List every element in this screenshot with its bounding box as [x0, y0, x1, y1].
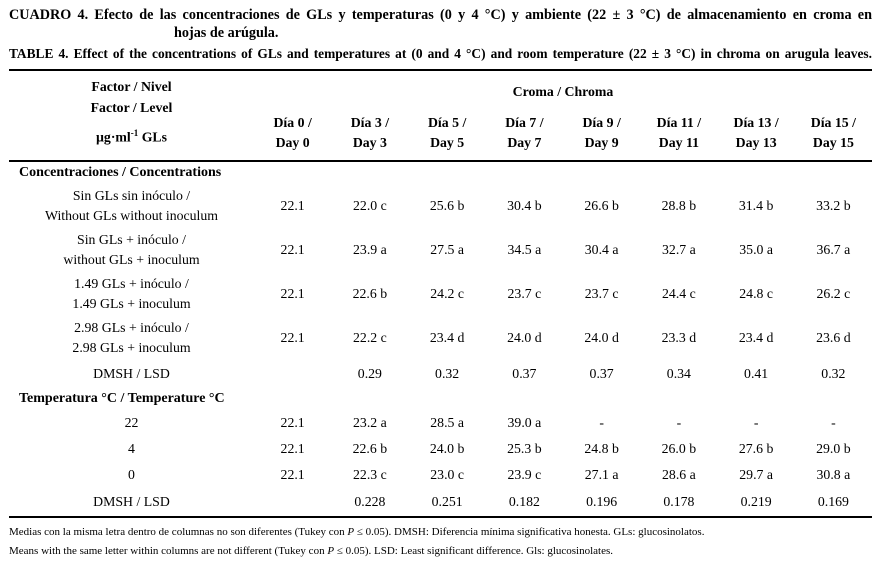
table-row-dmsh	[9, 360, 872, 388]
data-cell: 24.4 c	[662, 286, 696, 301]
data-cell: 24.0 d	[507, 330, 542, 345]
data-cell: 31.4 b	[738, 198, 774, 213]
row-label: 4	[128, 441, 135, 456]
data-cell: 22.1	[280, 198, 305, 213]
data-cell: -	[831, 415, 836, 430]
data-cell: 22.1	[280, 330, 305, 345]
data-cell: 22.1	[280, 415, 305, 430]
row-label-es: 2.98 GLs + inóculo /	[74, 320, 189, 335]
row-label-en: 1.49 GLs + inoculum	[72, 296, 191, 311]
unit-post: GLs	[138, 129, 168, 145]
row-label: DMSH / LSD	[93, 494, 170, 509]
day-header-es: Día 9 /	[582, 115, 621, 130]
data-cell: 26.0 b	[661, 441, 697, 456]
data-cell: 0.251	[431, 494, 463, 509]
data-cell: 22.6 b	[352, 286, 388, 301]
data-table	[9, 69, 872, 518]
footnote-en-text2: ≤ 0.05). LSD: Least significant difference. Gls: glucosinolates.	[334, 545, 613, 557]
data-cell: 24.0 d	[584, 330, 619, 345]
data-cell: 23.4 d	[429, 330, 465, 345]
data-cell: 0.34	[666, 366, 691, 381]
data-cell: 30.4 b	[507, 198, 542, 213]
data-cell: 23.6 d	[816, 330, 851, 345]
day-header-en: Day 11	[658, 135, 699, 150]
footnote-es-text: Medias con la misma letra dentro de columnas no son diferentes (Tukey con	[9, 526, 348, 538]
row-label	[9, 316, 254, 360]
data-cell: 0.169	[817, 494, 849, 509]
data-cell: 26.2 c	[816, 286, 851, 301]
day-header-es: Día 7 /	[505, 115, 544, 130]
data-cell: 23.9 c	[507, 467, 542, 482]
factor-label-en: Factor / Level	[90, 100, 173, 115]
day-header-0	[254, 113, 331, 161]
day-header-5	[640, 113, 717, 161]
data-cell: 28.6 a	[662, 467, 696, 482]
data-cell: 0.219	[740, 494, 772, 509]
table-header	[9, 70, 872, 161]
data-cell: 29.0 b	[816, 441, 851, 456]
data-cell: 23.7 c	[584, 286, 619, 301]
row-label: 0	[128, 467, 135, 482]
data-cell: 23.2 a	[353, 415, 387, 430]
day-header-es: Día 11 /	[656, 115, 702, 130]
section-heading-concentrations	[9, 161, 872, 184]
footnote-es-text2: ≤ 0.05). DMSH: Diferencia mínima significativa honesta. GLs: glucosinolatos.	[354, 526, 705, 538]
day-header-en: Day 3	[352, 135, 387, 150]
footnote-es-p: P	[347, 526, 355, 538]
table-title-es-line2: hojas de arúgula.	[174, 24, 279, 41]
data-cell: 0.32	[435, 366, 460, 381]
day-header-en: Day 15	[812, 135, 854, 150]
table-title-es-line1: CUADRO 4. Efecto de las concentraciones de GLs y temperaturas (0 y 4 °C) y ambiente (22 ± 3 °C) de almacenamiento en croma en	[9, 7, 872, 23]
data-cell: 22.2 c	[353, 330, 387, 345]
day-header-en: Day 9	[584, 135, 619, 150]
data-cell: 36.7 a	[816, 242, 851, 257]
data-cell: 27.6 b	[738, 441, 774, 456]
data-cell: 0.182	[508, 494, 540, 509]
table-row	[9, 436, 872, 462]
data-cell: 23.3 d	[661, 330, 697, 345]
data-cell: 0.41	[744, 366, 769, 381]
data-cell: 25.6 b	[429, 198, 465, 213]
day-header-2	[409, 113, 486, 161]
data-cell: 0.178	[663, 494, 695, 509]
data-cell: 28.5 a	[430, 415, 464, 430]
table-row	[9, 228, 872, 272]
table-row	[9, 410, 872, 436]
day-header-es: Día 13 /	[733, 115, 779, 130]
day-header-en: Day 13	[735, 135, 777, 150]
day-header-es: Día 15 /	[810, 115, 856, 130]
day-header-4	[563, 113, 640, 161]
day-header-es: Día 0 /	[273, 115, 312, 130]
croma-group-header: Croma / Chroma	[512, 84, 614, 99]
unit-pre: µg·ml	[95, 129, 131, 145]
footnote-es	[9, 523, 872, 542]
data-cell: 22.0 c	[353, 198, 387, 213]
data-cell: 23.4 d	[738, 330, 774, 345]
data-cell: 28.8 b	[661, 198, 697, 213]
table-row	[9, 184, 872, 228]
data-cell: 0.37	[589, 366, 614, 381]
footnote-en-text: Means with the same letter within columns are not different (Tukey con	[9, 545, 328, 557]
section-heading-label: Concentraciones / Concentrations	[19, 165, 222, 180]
data-cell: -	[753, 415, 759, 430]
row-label	[9, 272, 254, 316]
data-cell: 27.5 a	[430, 242, 464, 257]
data-cell: -	[676, 415, 682, 430]
data-cell: 0.29	[357, 366, 382, 381]
table-row	[9, 272, 872, 316]
data-cell: 0.37	[512, 366, 537, 381]
day-header-es: Día 3 /	[350, 115, 390, 130]
table-row-dmsh	[9, 488, 872, 517]
day-header-en: Day 5	[430, 135, 465, 150]
data-cell: 24.2 c	[430, 286, 464, 301]
data-cell: 22.1	[280, 441, 305, 456]
data-cell: 33.2 b	[816, 198, 851, 213]
table-title-es	[9, 7, 872, 42]
data-cell: 27.1 a	[584, 467, 619, 482]
data-cell: 24.8 b	[584, 441, 619, 456]
data-cell: 26.6 b	[584, 198, 619, 213]
row-label-en: without GLs + inoculum	[63, 252, 200, 267]
data-cell: 22.1	[280, 242, 305, 257]
day-header-6	[718, 113, 795, 161]
data-cell: 32.7 a	[662, 242, 696, 257]
footnote-en	[9, 542, 872, 561]
data-cell: 24.0 b	[429, 441, 465, 456]
data-cell: 29.7 a	[739, 467, 773, 482]
table-row	[9, 462, 872, 488]
unit-sup: -1	[130, 128, 139, 138]
data-cell: 23.9 a	[353, 242, 387, 257]
day-header-es: Día 5 /	[427, 115, 467, 130]
row-label-en: 2.98 GLs + inoculum	[72, 340, 191, 355]
data-cell	[254, 360, 331, 388]
data-cell: 25.3 b	[507, 441, 542, 456]
table-row	[9, 316, 872, 360]
footnote-en-p: P	[327, 545, 335, 557]
data-cell: 0.196	[586, 494, 618, 509]
data-cell: 30.4 a	[584, 242, 619, 257]
data-cell: 22.3 c	[353, 467, 387, 482]
data-cell: 30.8 a	[816, 467, 851, 482]
data-cell: 24.8 c	[739, 286, 773, 301]
day-header-3	[486, 113, 563, 161]
factor-label-es: Factor / Nivel	[91, 79, 172, 94]
day-header-7	[795, 113, 872, 161]
day-header-en: Day 7	[507, 135, 542, 150]
row-label-es: 1.49 GLs + inóculo /	[74, 276, 189, 291]
data-cell: 34.5 a	[507, 242, 542, 257]
table-title-en: TABLE 4. Effect of the concentrations of GLs and temperatures at (0 and 4 °C) and room temperature (22 ± 3 °C) in chroma on arugula leaves.	[9, 46, 872, 61]
data-cell: 0.228	[354, 494, 386, 509]
data-cell: -	[599, 415, 604, 430]
row-label: 22	[124, 415, 139, 430]
data-cell: 35.0 a	[739, 242, 773, 257]
row-label-es: Sin GLs + inóculo /	[77, 232, 186, 247]
data-cell: 22.1	[280, 467, 305, 482]
row-label: DMSH / LSD	[93, 366, 170, 381]
data-cell: 23.0 c	[430, 467, 464, 482]
row-label-en: Without GLs without inoculum	[44, 208, 219, 223]
unit-label	[9, 123, 254, 148]
section-heading-temperature	[9, 388, 872, 410]
row-label	[9, 228, 254, 272]
data-cell: 22.1	[280, 286, 305, 301]
data-cell: 39.0 a	[507, 415, 542, 430]
data-cell: 0.32	[821, 366, 846, 381]
day-header-1	[331, 113, 408, 161]
section-heading-label: Temperatura °C / Temperature °C	[19, 391, 225, 406]
day-header-en: Day 0	[275, 135, 310, 150]
data-cell	[254, 488, 331, 517]
row-label	[9, 184, 254, 228]
factor-header-cell	[9, 70, 254, 161]
data-cell: 23.7 c	[507, 286, 542, 301]
data-cell: 22.6 b	[352, 441, 388, 456]
footnotes	[9, 523, 872, 561]
row-label-es: Sin GLs sin inóculo /	[72, 188, 191, 203]
